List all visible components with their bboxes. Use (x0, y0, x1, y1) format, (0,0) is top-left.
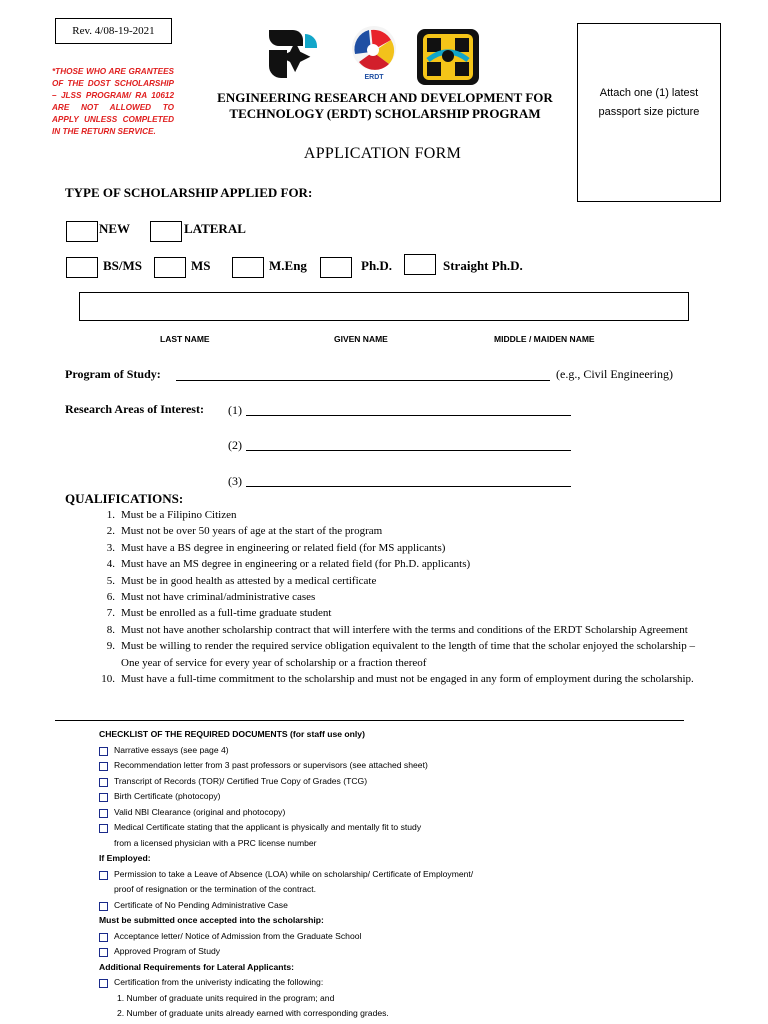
checklist-item-loa[interactable]: Permission to take a Leave of Absence (LOA) while on scholarship/ Certificate of Employment/ (99, 867, 659, 883)
checklist-item-program-of-study[interactable]: Approved Program of Study (99, 944, 659, 960)
research-num-2: (2) (228, 438, 242, 452)
list-item: 4. Must have an MS degree in engineering or a related field (for Ph.D. applicants) (106, 558, 471, 571)
list-item: 1. Must be a Filipino Citizen (106, 509, 237, 521)
list-item: 8. Must not have another scholarship contract that will interfere with the terms and conditions of the ERDT Scholarship Agreement (106, 623, 688, 636)
photo-box[interactable] (577, 23, 721, 202)
list-item: 3. Must have a BS degree in engineering or related field (for MS applicants) (106, 541, 446, 554)
phd-label: Ph.D. (361, 258, 393, 273)
checklist-item-transcript[interactable]: Transcript of Records (TOR)/ Certified True Copy of Grades (TCG) (99, 774, 659, 790)
program-example: (e.g., Civil Engineering) (556, 367, 673, 381)
program-of-study-label: Program of Study: (65, 367, 161, 381)
checklist-item-nbi-clearance[interactable]: Valid NBI Clearance (original and photocopy) (99, 805, 659, 821)
list-item: 5. Must be in good health as attested by a medical certificate (106, 574, 377, 587)
given-name-label: GIVEN NAME (334, 334, 388, 344)
bsms-checkbox[interactable] (66, 257, 98, 278)
document-checklist (99, 727, 659, 1022)
checklist-item-recommendation[interactable]: Recommendation letter from 3 past professors or supervisors (see attached sheet) (99, 758, 659, 774)
meng-checkbox[interactable] (232, 257, 264, 278)
list-item: 10. Must have a full-time commitment to the scholarship and must not be engaged in any form of employment during the scholarship. (101, 673, 694, 686)
ms-checkbox[interactable] (154, 257, 186, 278)
qualifications-heading: QUALIFICATIONS: (65, 491, 184, 506)
photo-instruction: Attach one (1) latest passport size picture (598, 86, 700, 118)
lateral-checkbox[interactable] (150, 221, 182, 242)
research-areas-label: Research Areas of Interest: (65, 402, 204, 416)
list-item: 2. Must not be over 50 years of age at the start of the program (106, 525, 383, 538)
last-name-label: LAST NAME (160, 334, 210, 344)
list-item: 9. Must be willing to render the required service obligation equivalent to the length of time that the scholar enjoyed the scholarship – One year of service for every year of scholarship or a fraction thereof (106, 640, 695, 669)
seal-icon (414, 26, 482, 88)
new-checkbox[interactable] (66, 221, 98, 242)
form-title: APPLICATION FORM (303, 145, 462, 162)
research-num-3: (3) (228, 474, 242, 488)
erdt-logo (343, 24, 405, 84)
lateral-sub-item-1: 1. Number of graduate units required in the program; and (117, 992, 335, 1003)
checklist-item-essays[interactable]: Narrative essays (see page 4) (99, 743, 659, 759)
title-line-2: TECHNOLOGY (ERDT) SCHOLARSHIP PROGRAM (229, 106, 541, 121)
checklist-heading: CHECKLIST OF THE REQUIRED DOCUMENTS (for staff use only) (99, 729, 365, 739)
research-area-3-input[interactable] (246, 486, 571, 487)
meng-label: M.Eng (269, 258, 307, 273)
research-num-1: (1) (228, 403, 242, 417)
checklist-item-acceptance-letter[interactable]: Acceptance letter/ Notice of Admission from the Graduate School (99, 929, 659, 945)
checklist-item-no-pending-case[interactable]: Certificate of No Pending Administrative Case (99, 898, 659, 914)
qualifications-list (95, 507, 695, 687)
title-line-1: ENGINEERING RESEARCH AND DEVELOPMENT FOR (217, 90, 553, 105)
straight-phd-checkbox[interactable] (404, 254, 436, 275)
erdt-logo-label: ERDT (364, 74, 384, 81)
middle-name-label: MIDDLE / MAIDEN NAME (494, 334, 595, 344)
research-area-2-input[interactable] (246, 450, 571, 451)
phd-checkbox[interactable] (320, 257, 352, 278)
program-title (170, 90, 600, 122)
checklist-item-birth-certificate[interactable]: Birth Certificate (photocopy) (99, 789, 659, 805)
accepted-heading: Must be submitted once accepted into the scholarship: (99, 915, 324, 925)
straight-phd-label: Straight Ph.D. (443, 258, 523, 273)
full-name-input[interactable] (79, 292, 689, 321)
lateral-sub-item-2: 2. Number of graduate units already earned with corresponding grades. (117, 1008, 389, 1018)
revision-box: Rev. 4/08-19-2021 (55, 18, 172, 44)
loa-continuation: proof of resignation or the termination of the contract. (114, 884, 317, 894)
ms-label: MS (191, 258, 211, 273)
research-area-1-input[interactable] (246, 415, 571, 416)
list-item: 7. Must be enrolled as a full-time graduate student (106, 607, 332, 620)
lateral-label: LATERAL (184, 221, 246, 236)
bsms-label: BS/MS (103, 258, 143, 273)
checklist-item-certification[interactable]: Certification from the univeristy indicating the following: (99, 975, 659, 991)
program-of-study-input[interactable] (176, 380, 550, 381)
scholarship-type-heading: TYPE OF SCHOLARSHIP APPLIED FOR: (65, 185, 313, 200)
lateral-heading: Additional Requirements for Lateral Applicants: (99, 961, 294, 972)
list-item: 6. Must not have criminal/administrative cases (106, 591, 316, 604)
employed-heading: If Employed: (99, 853, 151, 863)
medical-certificate-continuation: from a licensed physician with a PRC license number (114, 837, 317, 848)
grantee-warning: *THOSE WHO ARE GRANTEES OF THE DOST SCHOLARSHIP – JLSS PROGRAM/ RA 10612 ARE NOT ALLOWED TO APPLY UNLESS COMPLETED IN THE RETURN SERVICE. (52, 67, 174, 136)
new-label: NEW (99, 221, 131, 236)
university-seal (414, 26, 482, 88)
checklist-item-medical-certificate[interactable]: Medical Certificate stating that the applicant is physically and mentally fit to study (99, 820, 659, 836)
section-divider (55, 720, 684, 721)
